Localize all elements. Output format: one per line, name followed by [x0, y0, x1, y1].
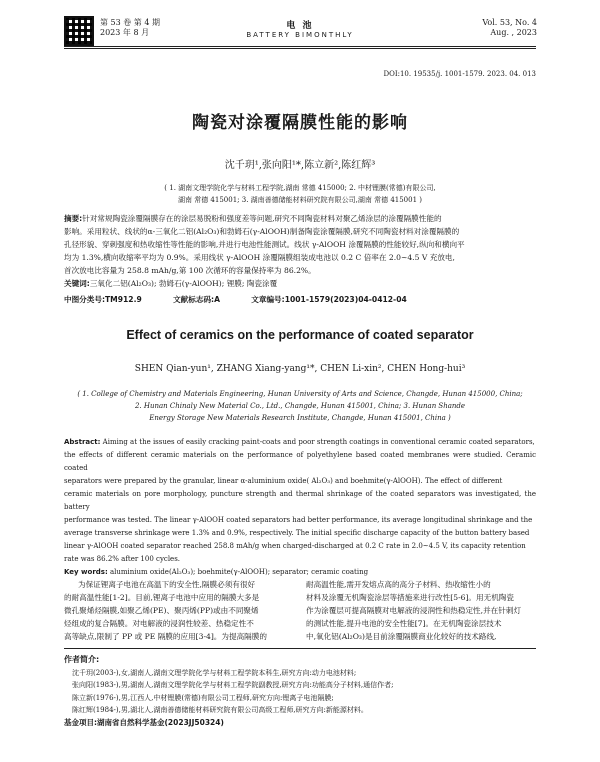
body-line: 耐高温性能,需开发熔点高的高分子材料、热收缩性小的	[306, 580, 491, 589]
keywords-cn-label: 关键词:	[64, 279, 90, 288]
abstract-cn-line: 针对常规陶瓷涂覆隔膜存在的涂层易脱粉和强度差等问题,研究不同陶瓷材料对聚乙烯涂层的涂覆隔膜性能的	[82, 214, 442, 223]
article-no-cn: 文章编号:1001-1579(2023)04-0412-04	[251, 295, 407, 304]
abstract-en	[64, 436, 536, 579]
header-left	[100, 18, 160, 38]
affiliation-line: 湖南 常德 415001; 3. 湖南善德储能材料研究院有限公司,湖南 常德 415001 )	[177, 196, 422, 204]
fund-info: 基金项目:湖南省自然科学基金(2023JJ50324)	[64, 717, 224, 727]
abstract-cn-line: 影响。采用粒状、线状的α-三氧化二铝(Al₂O₃)和勃姆石(γ-AlOOH)制备陶瓷涂覆隔膜,研究不同陶瓷材料对涂覆隔膜的	[64, 227, 460, 236]
body-line: 中,氧化铝(Al₂O₃)是目前涂覆隔膜商业化较好的技术路线,	[306, 632, 497, 641]
abstract-en-label: Abstract:	[64, 438, 101, 446]
abstract-en-line: the effects of different ceramic materials on the performance of polyethylene based coated membranes were studied. Ceramic coated	[64, 451, 536, 472]
abstract-cn-line: 孔径形貌、穿刺强度和热收缩性等性能的影响,并进行电池性能测试。线状 γ-AlOOH 涂覆隔膜的性能较好,纵向和横向平	[64, 240, 465, 249]
abstract-en-line: Aiming at the issues of easily cracking paint-coats and poor strength coatings in conventional ceramic coated separators,	[102, 438, 535, 446]
affiliation-line: ( 1. 湖南文理学院化学与材料工程学院,湖南 常德 415000; 2. 中材锂膜(常德)有限公司,	[164, 184, 436, 192]
abstract-en-line: rate was 86.2% after 100 cycles.	[64, 555, 181, 563]
header-center	[200, 18, 400, 39]
doc-code-cn: 文献标志码:A	[173, 295, 220, 304]
footnotes	[64, 654, 536, 729]
body-column-left	[64, 578, 294, 643]
qr-code-icon	[64, 16, 94, 46]
body-column-right	[306, 578, 536, 643]
affiliations-cn	[0, 182, 600, 206]
abstract-en-line: separators were prepared by the granular, linear α-aluminium oxide( Al₂O₃) and boehmite(γ-AlOOH). The effect of different	[64, 477, 503, 485]
body-line: 的耐高温性能[1-2]。目前,锂离子电池中应用的隔膜大多是	[64, 593, 260, 602]
affiliation-en-line: 2. Hunan Chinaly New Material Co., Ltd., Changde, Hunan 415001, China; 3. Hunan Shande	[134, 402, 466, 410]
authors-cn: 沈千玥¹,张向阳¹*,陈立新²,陈红辉³	[224, 160, 376, 171]
author-intro-line: 沈千玥(2003-),女,湖南人,湖南文理学院化学与材料工程学院本科生,研究方向:动力电池材料;	[72, 668, 357, 677]
body-line: 为保证锂离子电池在高温下的安全性,隔膜必须有很好	[78, 580, 256, 589]
header-right	[482, 18, 537, 38]
body-line: 的测试性能,提升电池的安全性能[7]。在无机陶瓷涂层技术	[306, 619, 502, 628]
keywords-en: aluminium oxide(Al₂O₃); boehmite(γ-AlOOH); separator; ceramic coating	[110, 568, 369, 576]
abstract-cn-line: 均为 1.3%,横向收缩率平均为 0.9%。采用线状 γ-AlOOH 涂覆隔膜组装成电池以 0.2 C 倍率在 2.0~4.5 V 充放电,	[64, 253, 455, 262]
body-line: 材料及涂覆无机陶瓷涂层等措施来进行改性[5-6]。用无机陶瓷	[306, 593, 514, 602]
title-en: Effect of ceramics on the performance of coated separator	[126, 328, 474, 342]
journal-date-en: Aug. , 2023	[490, 28, 537, 37]
doi: DOI:10. 19535/j. 1001-1579. 2023. 04. 013	[383, 70, 536, 78]
header-rule	[64, 46, 536, 47]
journal-name-cn: 电 池	[286, 21, 314, 31]
journal-name-en: BATTERY BIMONTHLY	[246, 31, 354, 39]
keywords-en-label: Key words:	[64, 568, 108, 576]
title-cn: 陶瓷对涂覆隔膜性能的影响	[192, 113, 408, 133]
abstract-cn	[64, 212, 536, 290]
classification-row	[64, 294, 536, 305]
journal-volume: 第 53 卷 第 4 期	[100, 18, 160, 27]
journal-volume-en: Vol. 53, No. 4	[482, 18, 537, 27]
body-line: 微孔聚烯烃隔膜,如聚乙烯(PE)、聚丙烯(PP)或由不同聚烯	[64, 606, 259, 615]
author-intro-line: 陈红辉(1984-),男,湖北人,湖南善德储能材料研究院有限公司高级工程师,研究方向:新能源材料。	[72, 706, 368, 714]
abstract-en-line: performance was tested. The linear γ-AlOOH coated separators had better performance, its average longitudinal shrinkage and the	[64, 516, 533, 524]
abstract-en-line: linear γ-AlOOH coated separator reached 258.8 mAh/g when charged-discharged at 0.2 C rate in 2.0~4.5 V, its capacity retention	[64, 542, 526, 550]
abstract-en-line: average transverse shrinkage were 1.3% and 0.9%, respectively. The initial specific discharge capacity of the button battery based	[64, 529, 530, 537]
body-line: 作为涂覆层可提高隔膜对电解液的浸润性和热稳定性,并在针刺灯	[306, 606, 522, 615]
affiliation-en-line: Energy Storage New Materials Research Institute, Changde, Hunan 415001, China )	[149, 414, 451, 422]
abstract-cn-line: 首次放电比容量为 258.8 mAh/g,第 100 次循环的容量保持率为 86.2%。	[64, 266, 316, 275]
author-intro-line: 陈立新(1976-),男,江西人,中材锂膜(常德)有限公司工程师,研究方向:锂离子电池隔膜;	[72, 693, 334, 702]
body-line: 烃组成的复合隔膜。对电解液的浸润性较差、热稳定性不	[64, 619, 254, 628]
affiliations-en	[0, 388, 600, 424]
classification-cn: 中图分类号:TM912.9	[64, 295, 142, 304]
abstract-cn-label: 摘要:	[64, 214, 83, 223]
journal-date: 2023 年 8 月	[100, 28, 150, 37]
keywords-cn: 三氧化二铝(Al₂O₃); 勃姆石(γ-AlOOH); 锂膜; 陶瓷涂覆	[89, 279, 278, 288]
footnote-rule	[64, 648, 536, 649]
authors-en: SHEN Qian-yun¹, ZHANG Xiang-yang¹*, CHEN Li-xin², CHEN Hong-hui³	[134, 364, 466, 374]
author-intro-label: 作者简介:	[64, 655, 100, 664]
author-intro-line: 张向阳(1983-),男,湖南人,湖南文理学院化学与材料工程学院副教授,研究方向:功能高分子材料,通信作者;	[72, 681, 394, 689]
body-line: 高等缺点,限制了 PP 或 PE 隔膜的应用[3-4]。为提高隔膜的	[64, 632, 267, 641]
header-rule-2	[64, 48, 536, 49]
affiliation-en-line: ( 1. College of Chemistry and Materials Engineering, Hunan University of Arts and Science, Changde, Hunan 415000, China;	[77, 390, 523, 398]
abstract-en-line: ceramic materials on pore morphology, puncture strength and thermal shrinkage of the coated separators was investigated, the battery	[64, 490, 536, 511]
